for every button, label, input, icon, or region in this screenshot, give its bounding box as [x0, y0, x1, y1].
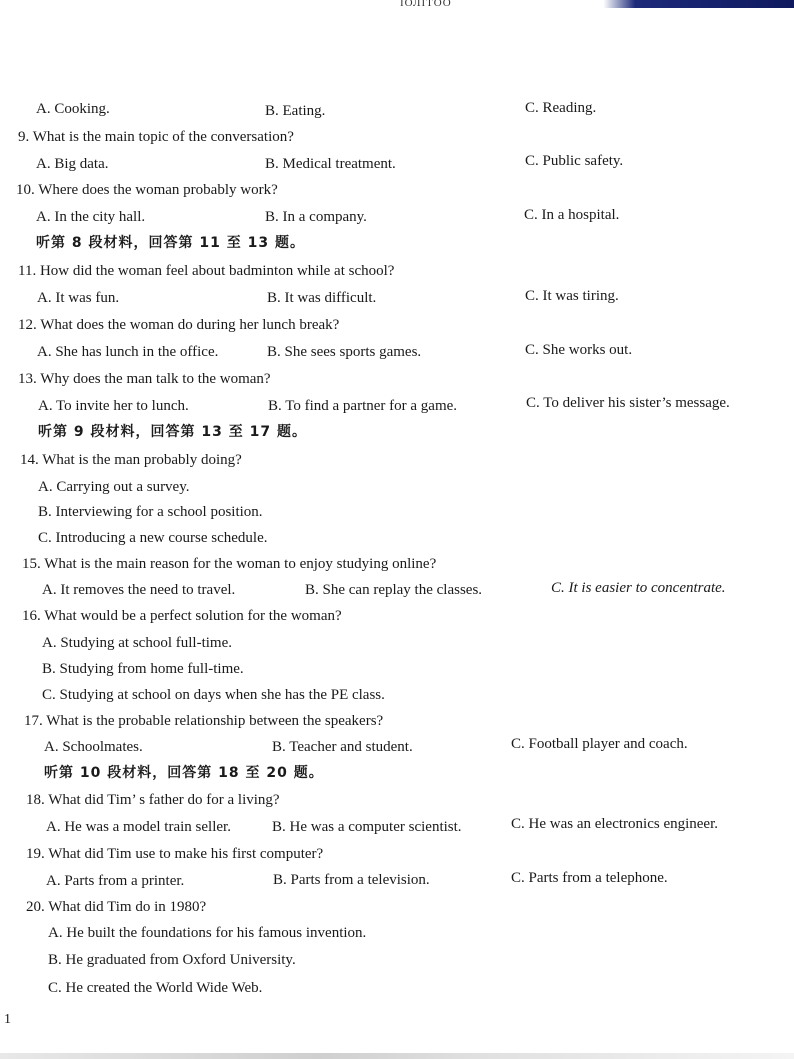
q14-option-c: C. Introducing a new course schedule. — [38, 530, 268, 546]
q19-option-b: B. Parts from a television. — [273, 872, 430, 888]
q10-option-b: B. In a company. — [265, 209, 367, 225]
q9-question: 9. What is the main topic of the conversation? — [18, 129, 294, 145]
q13-option-a: A. To invite her to lunch. — [38, 398, 189, 414]
q16-question: 16. What would be a perfect solution for the woman? — [22, 608, 342, 624]
q8-option-a: A. Cooking. — [36, 101, 110, 117]
q8-option-c: C. Reading. — [525, 100, 597, 116]
q16-option-b: B. Studying from home full-time. — [42, 661, 244, 677]
q13-question: 13. Why does the man talk to the woman? — [18, 371, 271, 387]
q12-question: 12. What does the woman do during her lunch break? — [18, 317, 340, 333]
page-number: 1 — [4, 1012, 11, 1027]
q20-question: 20. What did Tim do in 1980? — [26, 899, 207, 915]
q14-option-a: A. Carrying out a survey. — [38, 479, 190, 495]
q9-option-b: B. Medical treatment. — [265, 156, 396, 172]
q18-option-a: A. He was a model train seller. — [46, 819, 231, 835]
q12-option-a: A. She has lunch in the office. — [37, 344, 219, 360]
q19-option-a: A. Parts from a printer. — [46, 873, 185, 889]
q18-option-c: C. He was an electronics engineer. — [511, 816, 719, 832]
q10-option-c: C. In a hospital. — [524, 207, 620, 223]
header-fragment: ІОЛІТОО — [400, 0, 452, 9]
q12-option-b: B. She sees sports games. — [267, 344, 422, 360]
q11-option-a: A. It was fun. — [37, 290, 120, 306]
q15-option-a: A. It removes the need to travel. — [42, 582, 236, 598]
q15-option-c: C. It is easier to concentrate. — [551, 580, 726, 596]
q18-option-b: B. He was a computer scientist. — [272, 819, 462, 835]
q12-option-c: C. She works out. — [525, 342, 633, 358]
q17-option-a: A. Schoolmates. — [44, 739, 143, 755]
scan-edge-top — [0, 0, 794, 8]
q9-option-a: A. Big data. — [36, 156, 109, 172]
q16-option-a: A. Studying at school full-time. — [42, 635, 232, 651]
q19-question: 19. What did Tim use to make his first computer? — [26, 846, 324, 862]
q13-option-c: C. To deliver his sister’s message. — [526, 395, 730, 411]
q19-option-c: C. Parts from a telephone. — [511, 870, 668, 886]
q15-question: 15. What is the main reason for the woman to enjoy studying online? — [22, 556, 437, 572]
section-8-instruction: 听第 8 段材料，回答第 11 至 13 题。 — [36, 235, 305, 251]
section-9-instruction: 听第 9 段材料，回答第 13 至 17 题。 — [38, 424, 307, 440]
q16-option-c: C. Studying at school on days when she has the PE class. — [42, 687, 385, 703]
q14-question: 14. What is the man probably doing? — [20, 452, 242, 468]
q14-option-b: B. Interviewing for a school position. — [38, 504, 263, 520]
q11-option-c: C. It was tiring. — [525, 288, 619, 304]
q11-option-b: B. It was difficult. — [267, 290, 377, 306]
q20-option-a: A. He built the foundations for his famous invention. — [48, 925, 367, 941]
q17-option-c: C. Football player and coach. — [511, 736, 688, 752]
q17-question: 17. What is the probable relationship between the speakers? — [24, 713, 384, 729]
q20-option-c: C. He created the World Wide Web. — [48, 980, 263, 996]
q13-option-b: B. To find a partner for a game. — [268, 398, 458, 414]
scan-edge-bottom — [0, 1053, 794, 1059]
q17-option-b: B. Teacher and student. — [272, 739, 413, 755]
q18-question: 18. What did Tim’ s father do for a living? — [26, 792, 280, 808]
q9-option-c: C. Public safety. — [525, 153, 624, 169]
q11-question: 11. How did the woman feel about badminton while at school? — [18, 263, 395, 279]
q10-question: 10. Where does the woman probably work? — [16, 182, 278, 198]
q15-option-b: B. She can replay the classes. — [305, 582, 483, 598]
q8-option-b: B. Eating. — [265, 103, 326, 119]
q20-option-b: B. He graduated from Oxford University. — [48, 952, 296, 968]
section-10-instruction: 听第 10 段材料，回答第 18 至 20 题。 — [44, 765, 324, 781]
q10-option-a: A. In the city hall. — [36, 209, 146, 225]
